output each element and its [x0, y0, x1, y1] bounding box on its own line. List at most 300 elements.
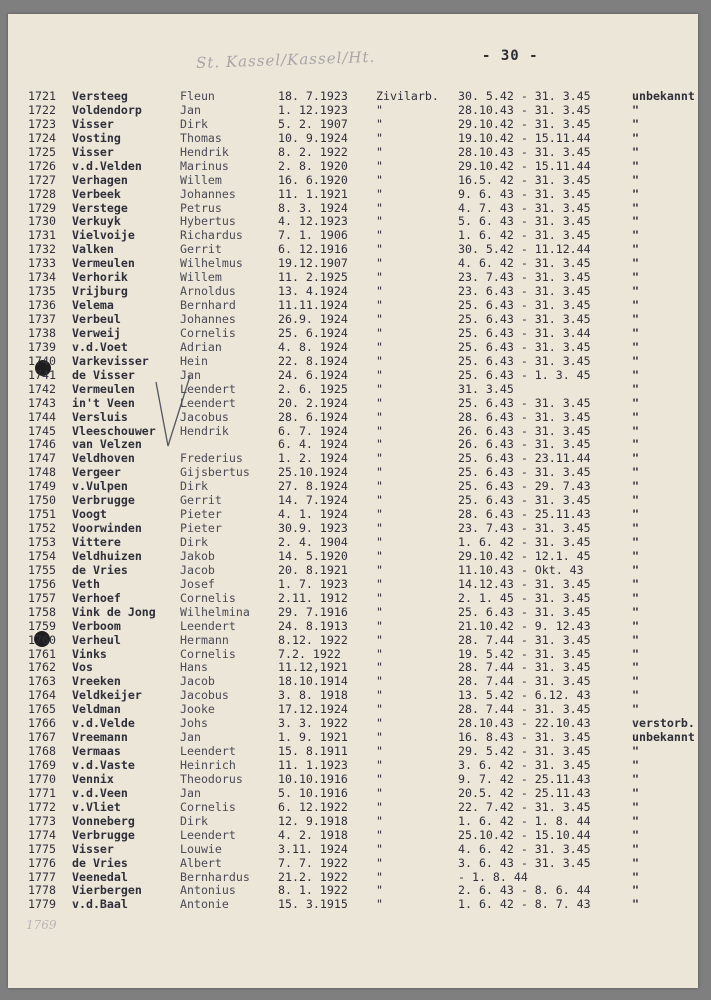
birth-date: 1. 2. 1924 [278, 451, 348, 466]
remark: " [632, 618, 639, 633]
row-number: 1747 [28, 451, 56, 466]
occupation: " [376, 507, 383, 522]
given-name: Petrus [180, 200, 222, 215]
employment-period: 25. 6.43 - 31. 3.45 [458, 339, 591, 354]
given-name: Antonius [180, 883, 236, 898]
employment-period: 25. 6.43 - 31. 3.44 [458, 325, 591, 340]
surname: Vierbergen [72, 883, 142, 898]
given-name: Leendert [180, 381, 236, 396]
birth-date: 7.2. 1922 [278, 646, 341, 661]
row-number: 1729 [28, 200, 56, 215]
birth-date: 7. 1. 1906 [278, 228, 348, 243]
occupation: " [376, 339, 383, 354]
remark: " [632, 312, 639, 326]
remark: " [632, 855, 639, 870]
occupation: " [376, 186, 383, 201]
surname: Verbrugge [72, 827, 135, 842]
birth-date: 4. 2. 1918 [278, 827, 348, 842]
employment-period: 5. 6. 43 - 31. 3.45 [458, 214, 591, 229]
surname: Vennix [72, 771, 114, 786]
surname: Vink de Jong [72, 604, 156, 619]
birth-date: 3. 3. 1922 [278, 716, 348, 731]
employment-period: 4. 6. 42 - 31. 3.45 [458, 841, 591, 856]
occupation: " [376, 214, 383, 229]
employment-period: 28. 7.44 - 31. 3.45 [458, 632, 591, 647]
occupation: " [376, 130, 383, 145]
surname: v.d.Velden [72, 158, 142, 173]
remark: " [632, 827, 639, 842]
given-name: Willem [180, 270, 222, 285]
row-number: 1724 [28, 130, 56, 145]
birth-date: 6. 4. 1924 [278, 437, 348, 452]
given-name: Leendert [180, 744, 236, 759]
surname: v.d.Baal [72, 897, 128, 912]
occupation: " [376, 855, 383, 870]
given-name: Fleun [180, 89, 215, 103]
birth-date: 6. 12.1922 [278, 799, 348, 814]
row-number: 1764 [28, 688, 56, 703]
employment-period: 28. 7.44 - 31. 3.45 [458, 660, 591, 675]
given-name: Jan [180, 785, 201, 800]
birth-date: 20. 8.1921 [278, 562, 348, 577]
remark: " [632, 813, 639, 828]
birth-date: 11. 2.1925 [278, 270, 348, 285]
birth-date: 21.2. 1922 [278, 869, 348, 884]
employment-period: 30. 5.42 - 11.12.44 [458, 242, 591, 257]
birth-date: 4. 1. 1924 [278, 507, 348, 522]
occupation: " [376, 813, 383, 828]
birth-date: 2.11. 1912 [278, 590, 348, 605]
employment-period: 25. 6.43 - 31. 3.45 [458, 395, 591, 410]
remark: " [632, 158, 639, 173]
surname: Verbrugge [72, 493, 135, 508]
given-name: Gijsbertus [180, 465, 250, 480]
employment-period: 28.10.43 - 31. 3.45 [458, 102, 591, 117]
remark: " [632, 548, 639, 563]
remark: " [632, 632, 639, 647]
employment-period: 4. 6. 42 - 31. 3.45 [458, 256, 591, 271]
birth-date: 11. 1.1923 [278, 758, 348, 772]
surname: Velema [72, 298, 114, 313]
surname: Vreemann [72, 730, 128, 745]
birth-date: 11.12,1921 [278, 660, 348, 675]
employment-period: 9. 7. 42 - 25.11.43 [458, 771, 591, 786]
occupation: " [376, 144, 383, 159]
given-name: Johs [180, 716, 208, 731]
row-number: 1734 [28, 270, 56, 285]
occupation: " [376, 325, 383, 340]
occupation: " [376, 312, 383, 326]
employment-period: 1. 6. 42 - 1. 8. 44 [458, 813, 591, 828]
remark: " [632, 200, 639, 215]
surname: Voogt [72, 507, 107, 522]
surname: Verhagen [72, 172, 128, 187]
remark: " [632, 214, 639, 229]
row-number: 1774 [28, 827, 56, 842]
occupation: " [376, 172, 383, 187]
employment-period: 1. 6. 42 - 8. 7. 43 [458, 897, 591, 912]
birth-date: 19.12.1907 [278, 256, 348, 271]
row-number: 1767 [28, 730, 56, 745]
row-number: 1765 [28, 702, 56, 717]
surname: Veth [72, 576, 100, 591]
remark: " [632, 493, 639, 508]
row-number: 1766 [28, 716, 56, 731]
remark: " [632, 744, 639, 759]
birth-date: 7. 7. 1922 [278, 855, 348, 870]
surname: Veldman [72, 702, 121, 717]
row-number: 1722 [28, 102, 56, 117]
surname: Verweij [72, 325, 121, 340]
occupation: " [376, 688, 383, 703]
row-number: 1778 [28, 883, 56, 898]
row-number: 1750 [28, 493, 56, 508]
remark: " [632, 298, 639, 313]
occupation: " [376, 646, 383, 661]
given-name: Leendert [180, 395, 236, 410]
remark: " [632, 256, 639, 271]
given-name: Albert [180, 855, 222, 870]
surname: Veldhoven [72, 451, 135, 466]
surname: Verbeek [72, 186, 121, 201]
handwritten-header: St. Kassel/Kassel/Ht. [195, 47, 376, 73]
handwritten-note: 1769 [26, 918, 57, 932]
given-name: Adrian [180, 339, 222, 354]
remark: " [632, 353, 639, 368]
employment-period: 3. 6. 42 - 31. 3.45 [458, 758, 591, 772]
given-name: Bernhardus [180, 869, 250, 884]
employment-period: 20.5. 42 - 25.11.43 [458, 785, 591, 800]
employment-period: 2. 6. 43 - 8. 6. 44 [458, 883, 591, 898]
employment-period: - 1. 8. 44 [458, 869, 528, 884]
remark: " [632, 869, 639, 884]
row-number: 1741 [28, 367, 56, 382]
given-name: Pieter [180, 521, 222, 536]
surname: Veldkeijer [72, 688, 142, 703]
birth-date: 15. 8.1911 [278, 744, 348, 759]
given-name: Gerrit [180, 493, 222, 508]
occupation: " [376, 785, 383, 800]
employment-period: 28.10.43 - 31. 3.45 [458, 144, 591, 159]
remark: " [632, 590, 639, 605]
birth-date: 15. 3.1915 [278, 897, 348, 912]
given-name: Wilhelmus [180, 256, 243, 271]
row-number: 1775 [28, 841, 56, 856]
row-number: 1749 [28, 479, 56, 494]
surname: Vleeschouwer [72, 423, 156, 438]
given-name: Louwie [180, 841, 222, 856]
row-number: 1748 [28, 465, 56, 480]
given-name: Willem [180, 172, 222, 187]
remark: " [632, 409, 639, 424]
row-number: 1727 [28, 172, 56, 187]
remark: " [632, 130, 639, 145]
row-number: 1779 [28, 897, 56, 912]
row-number: 1754 [28, 548, 56, 563]
occupation: " [376, 548, 383, 563]
employment-period: 30. 5.42 - 31. 3.45 [458, 89, 591, 103]
employment-period: 1. 6. 42 - 31. 3.45 [458, 228, 591, 243]
remark: " [632, 507, 639, 522]
occupation: " [376, 799, 383, 814]
occupation: " [376, 716, 383, 731]
birth-date: 13. 4.1924 [278, 284, 348, 299]
employment-period: 23. 7.43 - 31. 3.45 [458, 521, 591, 536]
employment-period: 29.10.42 - 31. 3.45 [458, 116, 591, 131]
row-number: 1772 [28, 799, 56, 814]
occupation: " [376, 771, 383, 786]
occupation: " [376, 451, 383, 466]
surname: Versluis [72, 409, 128, 424]
surname: Verstege [72, 200, 128, 215]
remark: " [632, 102, 639, 117]
surname: Visser [72, 144, 114, 159]
birth-date: 25.10.1924 [278, 465, 348, 480]
birth-date: 1. 12.1923 [278, 102, 348, 117]
given-name: Hans [180, 660, 208, 675]
row-number: 1768 [28, 744, 56, 759]
occupation: " [376, 367, 383, 382]
occupation: " [376, 409, 383, 424]
birth-date: 28. 6.1924 [278, 409, 348, 424]
remark: " [632, 284, 639, 299]
remark: " [632, 674, 639, 689]
row-number: 1753 [28, 535, 56, 549]
occupation: " [376, 493, 383, 508]
remark: " [632, 646, 639, 661]
birth-date: 20. 2.1924 [278, 395, 348, 410]
occupation: " [376, 284, 383, 299]
row-number: 1776 [28, 855, 56, 870]
remark: verstorb. [632, 716, 695, 731]
employment-period: 29. 5.42 - 31. 3.45 [458, 744, 591, 759]
occupation: " [376, 869, 383, 884]
given-name: Dirk [180, 479, 208, 494]
row-number: 1761 [28, 646, 56, 661]
surname: Vosting [72, 130, 121, 145]
surname: Vreeken [72, 674, 121, 689]
birth-date: 27. 8.1924 [278, 479, 348, 494]
remark: " [632, 423, 639, 438]
occupation: " [376, 381, 383, 396]
birth-date: 22. 8.1924 [278, 353, 348, 368]
given-name: Richardus [180, 228, 243, 243]
occupation: " [376, 423, 383, 438]
occupation: " [376, 200, 383, 215]
employment-period: 19. 5.42 - 31. 3.45 [458, 646, 591, 661]
row-number: 1758 [28, 604, 56, 619]
employment-period: 28. 6.43 - 31. 3.45 [458, 409, 591, 424]
given-name: Antonie [180, 897, 229, 912]
employment-period: 25. 6.43 - 1. 3. 45 [458, 367, 591, 382]
employment-period: 14.12.43 - 31. 3.45 [458, 576, 591, 591]
given-name: Dirk [180, 813, 208, 828]
birth-date: 30.9. 1923 [278, 521, 348, 536]
row-number: 1752 [28, 521, 56, 536]
surname: Vrijburg [72, 284, 128, 299]
given-name: Dirk [180, 535, 208, 549]
surname: Vermaas [72, 744, 121, 759]
birth-date: 14. 7.1924 [278, 493, 348, 508]
remark: " [632, 116, 639, 131]
surname: Verbeul [72, 312, 121, 326]
remark: " [632, 465, 639, 480]
row-number: 1730 [28, 214, 56, 229]
remark: " [632, 841, 639, 856]
given-name: Hendrik [180, 144, 229, 159]
remark: " [632, 785, 639, 800]
employment-period: 28. 6.43 - 25.11.43 [458, 507, 591, 522]
birth-date: 18. 7.1923 [278, 89, 348, 103]
occupation: " [376, 228, 383, 243]
employment-period: 29.10.42 - 15.11.44 [458, 158, 591, 173]
remark: " [632, 228, 639, 243]
given-name: Hendrik [180, 423, 229, 438]
row-number: 1725 [28, 144, 56, 159]
occupation: " [376, 395, 383, 410]
surname: de Visser [72, 367, 135, 382]
given-name: Cornelis [180, 799, 236, 814]
row-number: 1762 [28, 660, 56, 675]
surname: Visser [72, 841, 114, 856]
given-name: Jacob [180, 562, 215, 577]
row-number: 1731 [28, 228, 56, 243]
remark: " [632, 660, 639, 675]
remark: " [632, 576, 639, 591]
birth-date: 2. 8. 1920 [278, 158, 348, 173]
surname: Vinks [72, 646, 107, 661]
row-number: 1726 [28, 158, 56, 173]
surname: de Vries [72, 562, 128, 577]
occupation: " [376, 590, 383, 605]
birth-date: 10. 9.1924 [278, 130, 348, 145]
employment-period: 23. 7.43 - 31. 3.45 [458, 270, 591, 285]
employment-period: 28. 7.44 - 31. 3.45 [458, 702, 591, 717]
birth-date: 18.10.1914 [278, 674, 348, 689]
given-name: Marinus [180, 158, 229, 173]
surname: van Velzen [72, 437, 142, 452]
employment-period: 28. 7.44 - 31. 3.45 [458, 674, 591, 689]
occupation: " [376, 883, 383, 898]
surname: v.d.Velde [72, 716, 135, 731]
given-name: Josef [180, 576, 215, 591]
occupation: " [376, 116, 383, 131]
birth-date: 10.10.1916 [278, 771, 348, 786]
birth-date: 11. 1.1921 [278, 186, 348, 201]
given-name: Jan [180, 367, 201, 382]
occupation: " [376, 702, 383, 717]
given-name: Frederius [180, 451, 243, 466]
occupation: " [376, 758, 383, 772]
given-name: Johannes [180, 312, 236, 326]
occupation: " [376, 270, 383, 285]
row-number: 1740 [28, 353, 56, 368]
row-number: 1745 [28, 423, 56, 438]
employment-period: 16.5. 42 - 31. 3.45 [458, 172, 591, 187]
employment-period: 28.10.43 - 22.10.43 [458, 716, 591, 731]
occupation: " [376, 298, 383, 313]
surname: Veenedal [72, 869, 128, 884]
birth-date: 11.11.1924 [278, 298, 348, 313]
surname: Voorwinden [72, 521, 142, 536]
surname: de Vries [72, 855, 128, 870]
document-page [8, 14, 698, 988]
occupation: " [376, 353, 383, 368]
occupation: " [376, 479, 383, 494]
employment-period: 25. 6.43 - 31. 3.45 [458, 493, 591, 508]
birth-date: 8. 3. 1924 [278, 200, 348, 215]
employment-period: 9. 6. 43 - 31. 3.45 [458, 186, 591, 201]
remark: " [632, 521, 639, 536]
given-name: Jacobus [180, 409, 229, 424]
row-number: 1744 [28, 409, 56, 424]
employment-period: 29.10.42 - 12.1. 45 [458, 548, 591, 563]
birth-date: 6. 12.1916 [278, 242, 348, 257]
occupation: " [376, 437, 383, 452]
occupation: " [376, 604, 383, 619]
given-name: Leendert [180, 618, 236, 633]
surname: Verhoef [72, 590, 121, 605]
surname: Verheul [72, 632, 121, 647]
birth-date: 14. 5.1920 [278, 548, 348, 563]
row-number: 1760 [28, 632, 56, 647]
birth-date: 26.9. 1924 [278, 312, 348, 326]
birth-date: 8.12. 1922 [278, 632, 348, 647]
surname: Vergeer [72, 465, 121, 480]
page-number: - 30 - [482, 48, 539, 64]
employment-period: 26. 6.43 - 31. 3.45 [458, 437, 591, 452]
given-name: Jacob [180, 674, 215, 689]
employment-period: 25. 6.43 - 31. 3.45 [458, 298, 591, 313]
occupation: " [376, 562, 383, 577]
employment-period: 25. 6.43 - 29. 7.43 [458, 479, 591, 494]
surname: in't Veen [72, 395, 135, 410]
surname: Vermeulen [72, 256, 135, 271]
row-number: 1746 [28, 437, 56, 452]
birth-date: 16. 6.1920 [278, 172, 348, 187]
surname: Veldhuizen [72, 548, 142, 563]
remark: " [632, 479, 639, 494]
row-number: 1723 [28, 116, 56, 131]
surname: Versteeg [72, 89, 128, 103]
employment-period: 26. 6.43 - 31. 3.45 [458, 423, 591, 438]
occupation: " [376, 576, 383, 591]
birth-date: 8. 2. 1922 [278, 144, 348, 159]
birth-date: 24. 6.1924 [278, 367, 348, 382]
row-number: 1769 [28, 758, 56, 772]
row-number: 1736 [28, 298, 56, 313]
remark: " [632, 562, 639, 577]
given-name: Pieter [180, 507, 222, 522]
given-name: Wilhelmina [180, 604, 250, 619]
surname: Vielvoije [72, 228, 135, 243]
given-name: Heinrich [180, 758, 236, 772]
birth-date: 25. 6.1924 [278, 325, 348, 340]
row-number: 1721 [28, 89, 56, 103]
row-number: 1751 [28, 507, 56, 522]
given-name: Cornelis [180, 325, 236, 340]
employment-period: 21.10.42 - 9. 12.43 [458, 618, 591, 633]
surname: v.d.Vaste [72, 758, 135, 772]
row-number: 1759 [28, 618, 56, 633]
given-name: Arnoldus [180, 284, 236, 299]
employment-period: 13. 5.42 - 6.12. 43 [458, 688, 591, 703]
employment-period: 25. 6.43 - 31. 3.45 [458, 604, 591, 619]
row-number: 1738 [28, 325, 56, 340]
row-number: 1773 [28, 813, 56, 828]
row-number: 1742 [28, 381, 56, 396]
occupation: " [376, 242, 383, 257]
